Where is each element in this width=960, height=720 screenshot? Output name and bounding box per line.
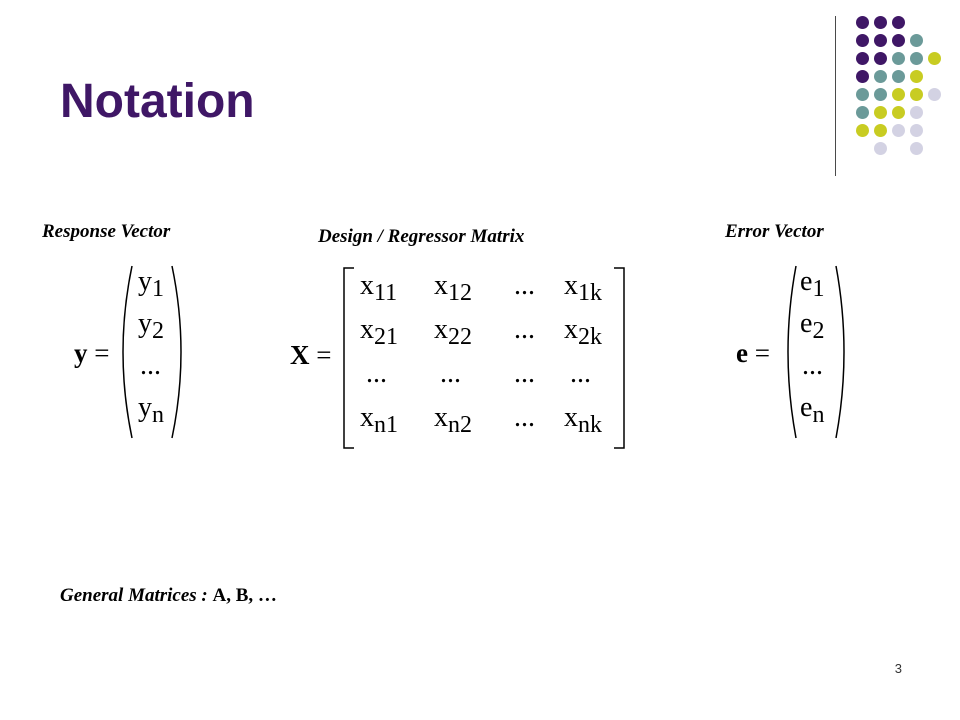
design-cell — [564, 272, 602, 305]
design-cell — [514, 272, 535, 300]
error-entry-subscript: 2 — [812, 318, 825, 344]
design-cell-base: x — [360, 270, 374, 301]
design-cell-subscript: 2k — [578, 324, 602, 350]
response-vector-caption: Response Vector — [42, 221, 171, 242]
slide-title: Notation — [60, 75, 255, 128]
decorative-dot — [892, 16, 905, 29]
design-cell-base: x — [434, 402, 448, 433]
design-cell-base: ... — [366, 358, 387, 389]
decorative-dot — [856, 124, 869, 137]
error-entry-subscript: 1 — [812, 276, 825, 302]
design-cell-subscript: 12 — [448, 280, 472, 306]
decorative-dot — [856, 88, 869, 101]
decorative-dot — [910, 34, 923, 47]
design-cell — [564, 316, 602, 349]
decorative-dot — [892, 88, 905, 101]
design-cell-base: ... — [570, 358, 591, 389]
response-symbol: y — [74, 338, 88, 368]
design-equals: = — [316, 340, 332, 370]
design-cell-base: ... — [514, 314, 535, 345]
error-entry — [800, 394, 824, 427]
response-entry — [140, 352, 161, 380]
response-entry-subscript: 1 — [152, 276, 164, 302]
decorative-dot — [892, 106, 905, 119]
response-entry — [138, 310, 164, 343]
design-cell — [514, 316, 535, 344]
error-entry-base: e — [800, 308, 813, 339]
design-cell — [440, 360, 461, 388]
design-cell-base: x — [434, 270, 448, 301]
decorative-dot — [874, 16, 887, 29]
design-cell-base: x — [564, 402, 578, 433]
design-cell — [434, 404, 472, 437]
design-cell-base: ... — [514, 270, 535, 301]
error-entry — [800, 310, 824, 343]
design-cell-base: x — [360, 314, 374, 345]
decorative-dot — [856, 34, 869, 47]
error-vector-caption: Error Vector — [725, 221, 824, 242]
design-cell-subscript: 1k — [578, 280, 602, 306]
design-cell — [570, 360, 591, 388]
decorative-dot — [856, 16, 869, 29]
design-matrix-caption: Design / Regressor Matrix — [318, 226, 525, 247]
response-entry — [138, 268, 164, 301]
design-cell-subscript: n2 — [448, 412, 472, 438]
decorative-dot — [910, 142, 923, 155]
design-cell-subscript: n1 — [374, 412, 398, 438]
decorative-dot — [874, 106, 887, 119]
design-cell-base: x — [434, 314, 448, 345]
decorative-dot — [910, 124, 923, 137]
design-cell-base: x — [564, 270, 578, 301]
decorative-dot — [874, 124, 887, 137]
decorative-dot — [928, 88, 941, 101]
decorative-dot — [856, 52, 869, 65]
design-cell-base: ... — [514, 358, 535, 389]
design-cell — [360, 316, 398, 349]
error-lhs — [736, 338, 770, 369]
error-entry — [800, 268, 824, 301]
design-cell-subscript: nk — [578, 412, 602, 438]
response-entry-base: y — [138, 308, 152, 339]
design-cell-base: x — [360, 402, 374, 433]
decorative-dot — [874, 142, 887, 155]
response-entry-base: y — [138, 392, 152, 423]
decorative-dot — [910, 106, 923, 119]
design-lhs — [290, 340, 331, 371]
decorative-dot — [892, 34, 905, 47]
page-number: 3 — [894, 661, 902, 676]
error-entry-subscript: n — [812, 402, 825, 428]
decorative-dot — [874, 88, 887, 101]
decorative-dot — [910, 88, 923, 101]
decorative-dot — [892, 52, 905, 65]
decorative-dot — [910, 52, 923, 65]
decorative-dot — [892, 124, 905, 137]
design-cell-subscript: 22 — [448, 324, 472, 350]
design-cell — [434, 316, 472, 349]
error-entry-base: ... — [802, 350, 823, 381]
design-cell — [360, 404, 398, 437]
decorative-dot — [856, 106, 869, 119]
design-cell — [366, 360, 387, 388]
design-cell — [514, 404, 535, 432]
decorative-dot — [892, 70, 905, 83]
error-entry-base: e — [800, 392, 813, 423]
response-entry-base: ... — [140, 350, 161, 381]
decorative-dot — [928, 52, 941, 65]
design-cell — [514, 360, 535, 388]
response-lhs — [74, 338, 109, 369]
error-entry-base: e — [800, 266, 813, 297]
divider-line — [835, 16, 836, 176]
design-cell — [360, 272, 397, 305]
general-matrices-label: General Matrices : — [60, 585, 213, 606]
response-entry-subscript: 2 — [152, 318, 164, 344]
error-symbol: e — [736, 338, 748, 368]
decorative-dot — [874, 52, 887, 65]
design-cell-base: ... — [514, 402, 535, 433]
error-equals: = — [754, 338, 770, 368]
decorative-dot — [874, 70, 887, 83]
response-entry — [138, 394, 164, 427]
response-entry-subscript: n — [152, 402, 164, 428]
design-cell — [564, 404, 602, 437]
design-cell-base: ... — [440, 358, 461, 389]
error-entry — [802, 352, 823, 380]
general-matrices-line — [60, 585, 277, 607]
design-cell — [434, 272, 472, 305]
design-cell-base: x — [564, 314, 578, 345]
decorative-dot — [910, 70, 923, 83]
design-symbol: X — [290, 340, 310, 370]
response-equals: = — [94, 338, 110, 368]
decorative-dot — [856, 70, 869, 83]
design-cell-subscript: 11 — [374, 280, 398, 306]
decorative-dot — [874, 34, 887, 47]
design-cell-subscript: 21 — [374, 324, 398, 350]
response-entry-base: y — [138, 266, 152, 297]
general-matrices-values: A, B, … — [212, 585, 277, 606]
